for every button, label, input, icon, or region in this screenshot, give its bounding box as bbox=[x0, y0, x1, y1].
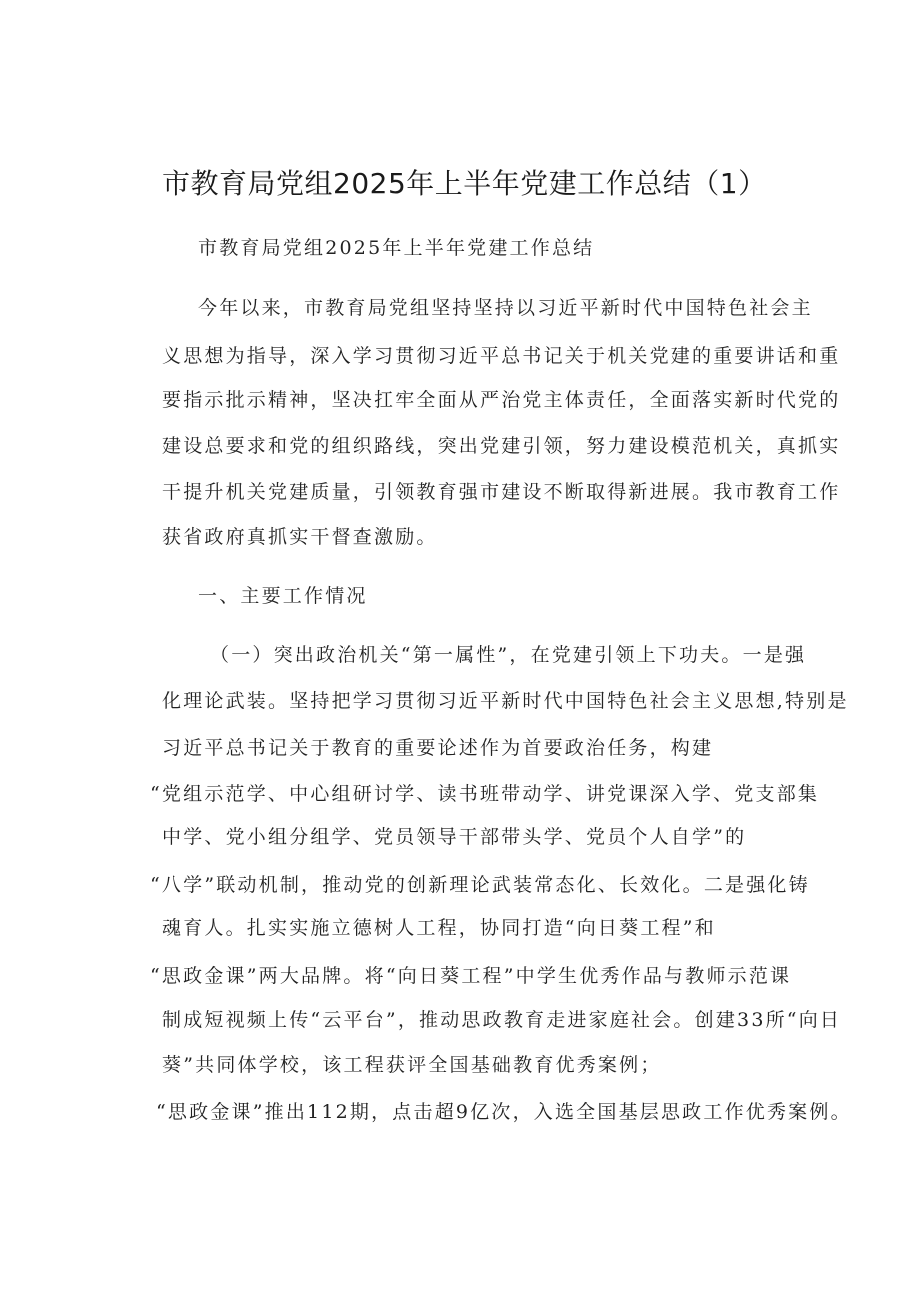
body-line: “党组示范学、中心组研讨学、读书班带动学、讲党课深入学、党支部集 bbox=[150, 783, 820, 805]
body-line: 中学、党小组分组学、党员领导干部带头学、党员个人自学”的 bbox=[162, 826, 747, 848]
intro-line: 义思想为指导，深入学习贯彻习近平总书记关于机关党建的重要讲话和重 bbox=[162, 345, 841, 367]
body-line: 习近平总书记关于教育的重要论述作为首要政治任务，构建 bbox=[162, 737, 714, 759]
intro-line: 要指示批示精神，坚决扛牢全面从严治党主体责任，全面落实新时代党的 bbox=[162, 389, 841, 411]
document-title: 市教育局党组2025年上半年党建工作总结（1） bbox=[162, 167, 767, 200]
body-line: “思政金课”推出112期，点击超9亿次，入选全国基层思政工作优秀案例。 bbox=[156, 1101, 852, 1123]
body-line: 葵”共同体学校，该工程获评全国基础教育优秀案例； bbox=[162, 1054, 662, 1076]
document-subtitle: 市教育局党组2025年上半年党建工作总结 bbox=[198, 237, 595, 259]
body-line: “思政金课”两大品牌。将“向日葵工程”中学生优秀作品与教师示范课 bbox=[150, 965, 792, 987]
body-line: 制成短视频上传“云平台”，推动思政教育走进家庭社会。创建33所“向日 bbox=[162, 1009, 842, 1031]
body-line: 魂育人。扎实实施立德树人工程，协同打造“向日葵工程”和 bbox=[162, 917, 716, 939]
intro-line: 今年以来，市教育局党组坚持坚持以习近平新时代中国特色社会主 bbox=[198, 297, 813, 319]
body-line: 化理论武装。坚持把学习贯彻习近平新时代中国特色社会主义思想,特别是 bbox=[162, 690, 849, 712]
section-heading: 一、主要工作情况 bbox=[198, 585, 368, 607]
intro-line: 获省政府真抓实干督查激励。 bbox=[162, 526, 438, 548]
intro-line: 建设总要求和党的组织路线，突出党建引领，努力建设模范机关，真抓实 bbox=[162, 435, 841, 457]
body-line: “八学”联动机制，推动党的创新理论武装常态化、长效化。二是强化铸 bbox=[150, 874, 810, 896]
body-line: （一）突出政治机关“第一属性”，在党建引领上下功夫。一是强 bbox=[210, 644, 807, 666]
intro-line: 干提升机关党建质量，引领教育强市建设不断取得新进展。我市教育工作 bbox=[162, 481, 841, 503]
